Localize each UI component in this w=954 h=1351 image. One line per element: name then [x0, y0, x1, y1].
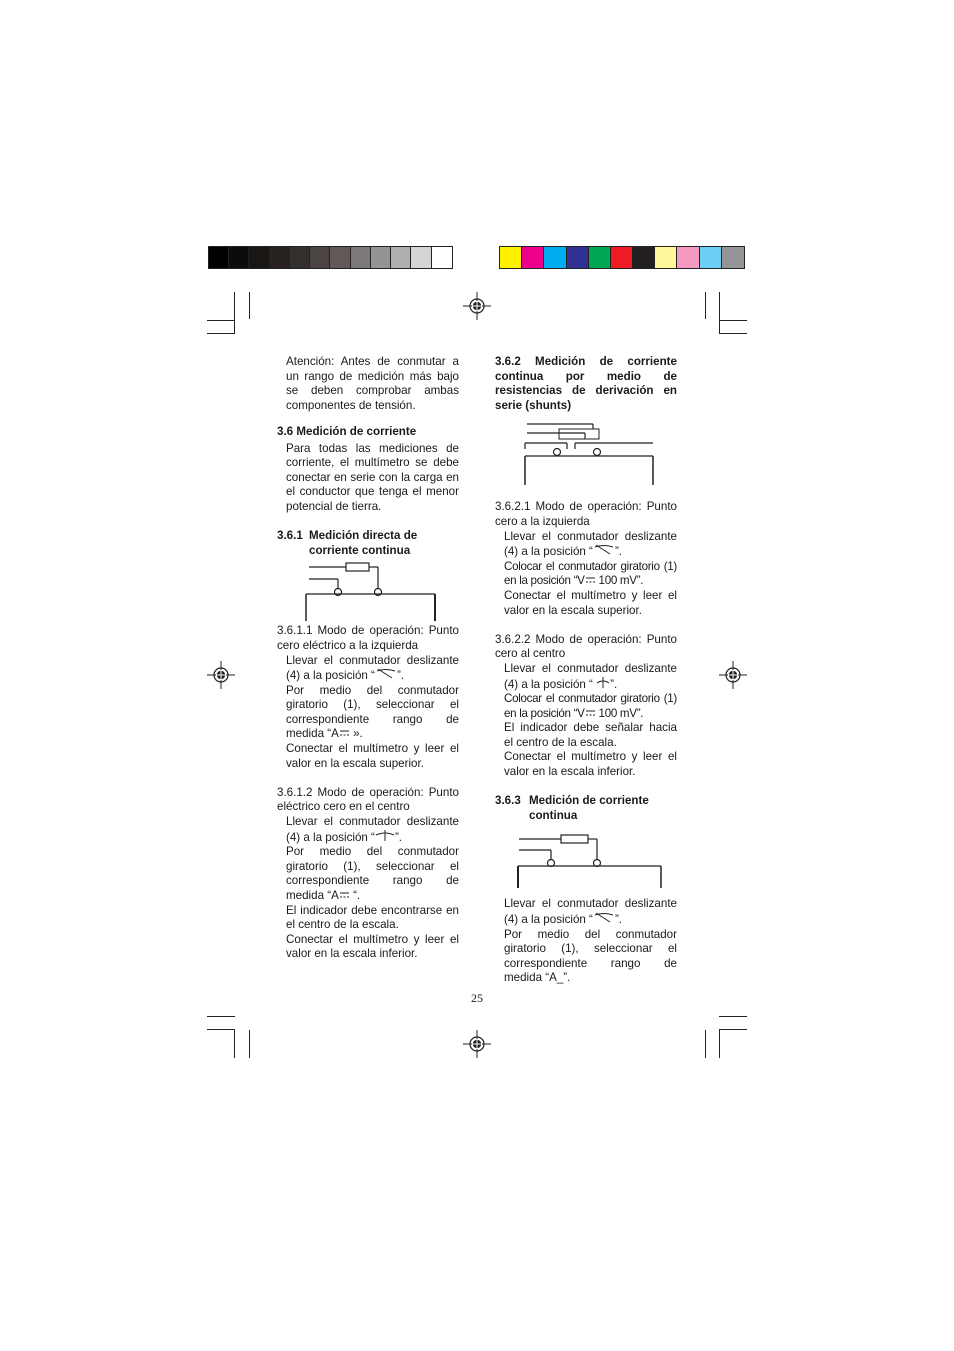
- color-swatch: [351, 247, 371, 268]
- color-swatch: [371, 247, 391, 268]
- color-swatch: [432, 247, 452, 268]
- crop-mark: [207, 1029, 235, 1030]
- color-swatch: [633, 247, 655, 268]
- heading-number: 3.6.1: [277, 529, 303, 543]
- color-swatch: [391, 247, 411, 268]
- crop-mark: [719, 1029, 747, 1030]
- instruction: El indicador debe encontrarse en el centro de la escala.: [286, 903, 459, 932]
- instruction: Conectar el multímetro y leer el valor en la escala superior.: [504, 588, 677, 617]
- registration-mark-icon: [719, 661, 747, 689]
- instruction: Llevar el conmutador deslizante (4) a la posición “ ”.: [504, 529, 677, 559]
- instruction: Conectar el multímetro y leer el valor en la escala superior.: [286, 742, 459, 770]
- meter-scale-zero-center-icon: [596, 677, 610, 688]
- meter-scale-zero-left-icon: [375, 668, 397, 679]
- instruction: El indicador debe señalar hacia el centro de la escala.: [504, 721, 677, 749]
- crop-mark: [719, 320, 747, 321]
- crop-mark: [719, 333, 747, 334]
- color-swatch: [310, 247, 330, 268]
- instruction: Colocar el conmutador giratorio (1) en la posición “V 100 mV”.: [504, 692, 677, 720]
- crop-mark: [705, 1030, 706, 1058]
- color-swatch: [500, 247, 522, 268]
- color-swatch: [249, 247, 269, 268]
- registration-mark-icon: [207, 661, 235, 689]
- color-swatch: [229, 247, 249, 268]
- section-heading: 3.6.2 Medición de corriente continua por medio de resistencias de derivación en serie (shunts): [495, 355, 677, 412]
- circuit-diagram: [495, 824, 677, 888]
- shunt-circuit-diagram: [495, 415, 677, 491]
- heading-text: Medición de corriente continua: [529, 794, 649, 822]
- color-strip: [499, 246, 745, 269]
- grayscale-strip: [208, 246, 453, 269]
- crop-mark: [234, 292, 235, 333]
- crop-mark: [207, 320, 235, 321]
- dc-symbol-icon: [585, 709, 596, 717]
- color-swatch: [209, 247, 229, 268]
- crop-mark: [249, 1030, 250, 1058]
- registration-mark-icon: [463, 1030, 491, 1058]
- page-number: 25: [471, 991, 483, 1005]
- subsection-title: 3.6.2.1 Modo de operación: Punto cero a la izquierda: [495, 500, 677, 528]
- section-heading: 3.6 Medición de corriente: [277, 424, 417, 438]
- color-swatch: [270, 247, 290, 268]
- instruction: Conectar el multímetro y leer el valor en la escala inferior.: [286, 932, 459, 961]
- section-heading: [495, 794, 677, 823]
- circuit-diagram: [277, 559, 459, 621]
- instruction: Llevar el conmutador deslizante (4) a la posición “ ”.: [286, 653, 459, 683]
- crop-mark: [705, 292, 706, 319]
- crop-mark: [207, 333, 235, 334]
- section-heading: [277, 529, 459, 558]
- color-swatch: [330, 247, 350, 268]
- subsection-title: 3.6.1.2 Modo de operación: Punto eléctrico cero en el centro: [277, 785, 459, 814]
- instruction: Llevar el conmutador deslizante (4) a la posición “ ”.: [504, 897, 677, 927]
- crop-mark: [719, 1016, 747, 1017]
- subsection-title: 3.6.1.1 Modo de operación: Punto cero eléctrico a la izquierda: [277, 624, 459, 652]
- heading-text: Medición directa de corriente continua: [309, 529, 418, 557]
- instruction: Conectar el multímetro y leer el valor en la escala inferior.: [504, 750, 677, 779]
- instruction: Por medio del conmutador giratorio (1), seleccionar el correspondiente rango de medida “A ».: [286, 683, 459, 741]
- crop-mark: [234, 1029, 235, 1058]
- color-swatch: [567, 247, 589, 268]
- color-swatch: [611, 247, 633, 268]
- crop-mark: [207, 1016, 235, 1017]
- instruction: Por medio del conmutador giratorio (1), seleccionar el correspondiente rango de medida “A_”.: [504, 927, 677, 985]
- meter-scale-zero-left-icon: [593, 912, 615, 923]
- color-swatch: [722, 247, 744, 268]
- dc-symbol-icon: [585, 576, 596, 584]
- dc-symbol-icon: [339, 729, 350, 737]
- meter-scale-zero-center-icon: [375, 830, 395, 841]
- instruction: Colocar el conmutador giratorio (1) en la posición “V 100 mV”.: [504, 559, 677, 588]
- dc-symbol-icon: [339, 891, 350, 899]
- attention-note: Atención: Antes de conmutar a un rango de medición más bajo se deben comprobar ambas componentes de tensión.: [286, 355, 459, 412]
- instruction: Llevar el conmutador deslizante (4) a la posición “ ”.: [504, 661, 677, 691]
- paragraph: Para todas las mediciones de corriente, el multímetro se debe conectar en serie con la carga en el conductor que tenga el menor potencial de tierra.: [286, 441, 459, 513]
- crop-mark: [719, 1029, 720, 1058]
- heading-number: 3.6.3: [495, 794, 521, 808]
- color-swatch: [677, 247, 699, 268]
- color-swatch: [522, 247, 544, 268]
- color-swatch: [589, 247, 611, 268]
- registration-mark-icon: [463, 292, 491, 320]
- color-swatch: [290, 247, 310, 268]
- instruction: Llevar el conmutador deslizante (4) a la posición “ ”.: [286, 815, 459, 844]
- color-swatch: [544, 247, 566, 268]
- crop-mark: [249, 292, 250, 319]
- color-swatch: [655, 247, 677, 268]
- right-column: [495, 355, 677, 986]
- crop-mark: [719, 292, 720, 333]
- color-swatch: [700, 247, 722, 268]
- meter-scale-zero-left-icon: [593, 544, 615, 555]
- left-column: [277, 355, 459, 962]
- instruction: Por medio del conmutador giratorio (1), seleccionar el correspondiente rango de medida “A “.: [286, 845, 459, 902]
- subsection-title: 3.6.2.2 Modo de operación: Punto cero al centro: [495, 632, 677, 661]
- color-swatch: [411, 247, 431, 268]
